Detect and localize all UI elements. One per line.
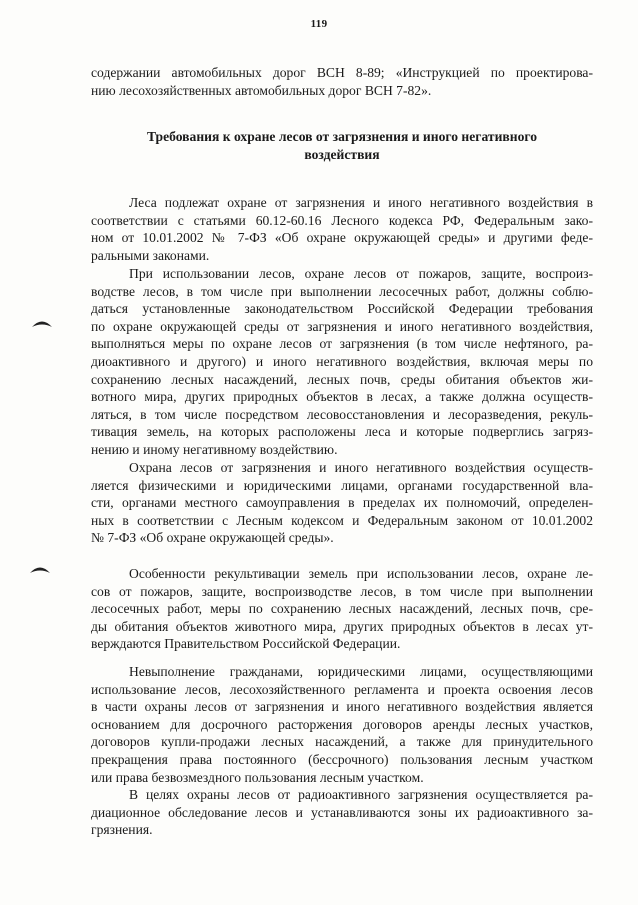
text-line: верждаются Правительством Российской Федерации. <box>91 636 401 652</box>
text-line: содержании автомобильных дорог ВСН 8-89; «Инструкцией по проектирова- <box>91 65 593 80</box>
text-line: ляется физическими и юридическими лицами, органами государственной вла- <box>91 477 593 493</box>
text-line: основанием для досрочного расторжения договоров аренды лесных участков, <box>91 716 593 732</box>
hole-punch-mark-top <box>31 318 53 328</box>
paragraph-radiation <box>91 786 593 839</box>
text-line: Охрана лесов от загрязнения и иного негативного воздействия осуществ- <box>129 460 593 475</box>
section-heading <box>91 128 593 163</box>
text-line: диационное обследование лесов и устанавливаются зоны их радиоактивного за- <box>91 804 593 820</box>
text-line: Леса подлежат охране от загрязнения и иного негативного воздействия в <box>129 195 593 210</box>
text-line: лесосечных работ, меры по сохранению лесных насаждений, лесных почв, сре- <box>91 601 593 617</box>
text-line: тивация земель, на которых расположены леса и которые подверглись загряз- <box>91 424 593 440</box>
paragraph-responsible-parties <box>91 459 593 547</box>
text-line: ральными законами. <box>91 247 210 263</box>
text-line: или права безвозмездного пользования лесным участком. <box>91 769 424 785</box>
text-line: ных в соответствии с Лесным кодексом и Федеральным законом от 10.01.2002 <box>91 512 593 528</box>
paragraph-requirements <box>91 265 593 459</box>
text-line: нению и иному негативному воздействию. <box>91 441 338 457</box>
text-line: При использовании лесов, охране лесов от пожаров, защите, воспроиз- <box>129 266 593 281</box>
text-line: нию лесохозяйственных автомобильных дорог ВСН 7-82». <box>91 82 432 98</box>
text-line: выполняться меры по охране лесов от загрязнения (в том числе нефтяного, ра- <box>91 336 593 352</box>
heading-line: воздействия <box>304 146 380 162</box>
text-line: № 7-ФЗ «Об охране окружающей среды». <box>91 530 334 546</box>
heading-line: Требования к охране лесов от загрязнения и иного негативного <box>146 129 538 144</box>
text-line: Особенности рекультивации земель при использовании лесов, охране ле- <box>129 566 593 581</box>
text-line: соответствии с статьями 60.12-60.16 Лесного кодекса РФ, Федеральным зако- <box>91 212 593 228</box>
text-line: вотного мира, других природных объектов в лесах, а также должна осуществ- <box>91 389 593 405</box>
text-line: сохранению лесных насаждений, лесных почв, среды обитания объектов жи- <box>91 371 593 387</box>
paragraph-recultivation <box>91 565 593 653</box>
text-line: ляться, в том числе посредством лесовосстановления и лесоразведения, рекуль- <box>91 406 593 422</box>
text-line: водстве лесов, в том числе при выполнении лесосечных работ, должны соблю- <box>91 283 593 299</box>
text-line: Невыполнение гражданами, юридическими лицами, осуществляющими <box>129 664 593 679</box>
paragraph-non-compliance <box>91 663 593 786</box>
text-line: прекращения права постоянного (бессрочного) пользования лесным участком <box>91 751 593 767</box>
text-line: диоактивного и другого) и иного негативного воздействия, включая меры по <box>91 353 593 369</box>
text-line: в части охраны лесов от загрязнения и иного негативного воздействия является <box>91 699 593 715</box>
text-line: сов от пожаров, защите, воспроизводстве лесов, в том числе при выполнении <box>91 583 593 599</box>
text-line: ном от 10.01.2002 № 7-ФЗ «Об охране окружающей среды» и другими феде- <box>91 230 593 246</box>
intro-text <box>91 64 593 99</box>
text-line: по охране окружающей среды от загрязнения и иного негативного воздействия, <box>91 318 593 334</box>
text-line: сти, органами местного самоуправления в пределах их полномочий, определен- <box>91 495 593 511</box>
text-line: В целях охраны лесов от радиоактивного загрязнения осуществляется ра- <box>129 787 593 802</box>
page-number: 119 <box>310 18 328 30</box>
text-line: грязнения. <box>91 822 153 838</box>
text-line: использование лесов, лесохозяйственного регламента и проекта освоения лесов <box>91 681 593 697</box>
text-line: договоров купли-продажи лесных насаждений, а также для принудительного <box>91 734 593 750</box>
text-line: даться установленные законодательством Российской Федерации требования <box>91 301 593 317</box>
paragraph-legal-basis <box>91 194 593 264</box>
text-line: ды обитания объектов животного мира, других природных объектов в лесах ут- <box>91 618 593 634</box>
hole-punch-mark-bottom <box>29 564 51 574</box>
